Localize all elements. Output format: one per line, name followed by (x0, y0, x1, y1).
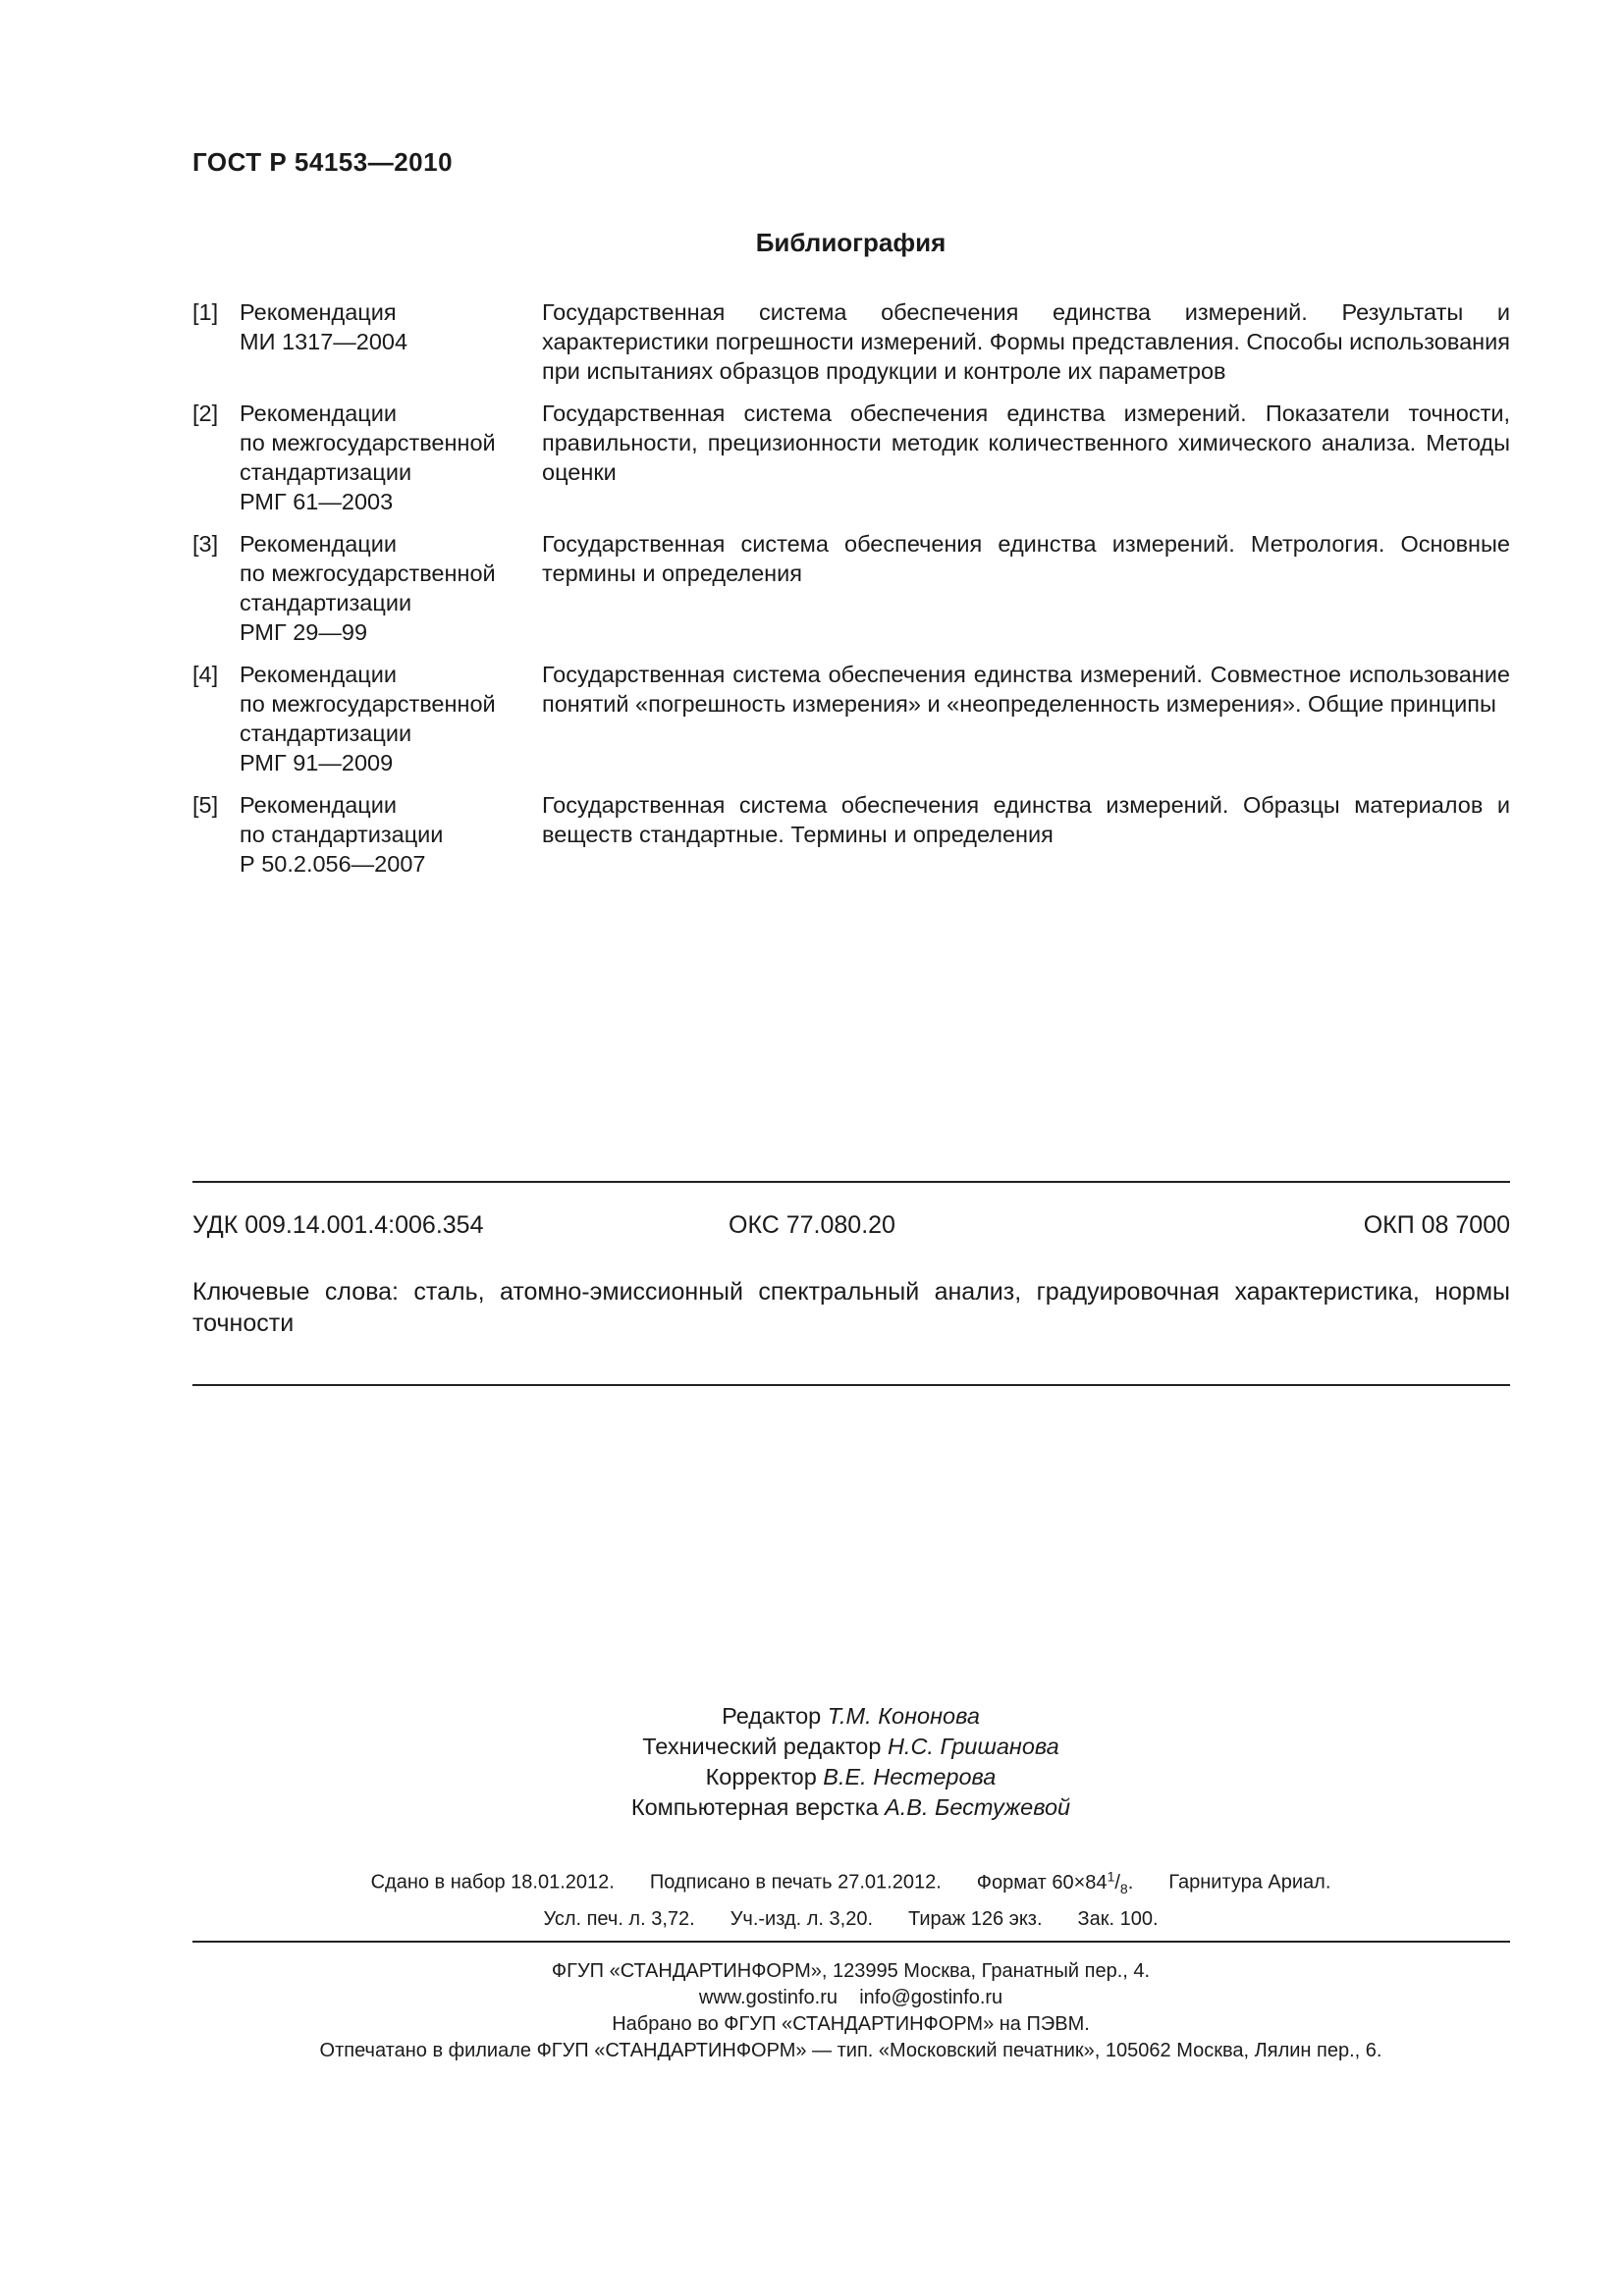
divider-bottom (192, 1941, 1510, 1943)
divider-top (192, 1181, 1510, 1183)
bibliography-entry (192, 660, 1510, 777)
paper-format: Формат $60\times 84^1/_8$. (976, 1868, 1134, 1896)
entry-number: [2] (192, 400, 219, 426)
entry-source (240, 297, 542, 386)
entry-source-line: Р 50.2.056—2007 (240, 851, 426, 877)
print-info (0, 1861, 1623, 1935)
oks-code: ОКС 77.080.20 (729, 1211, 895, 1239)
credit-role: Редактор (722, 1703, 822, 1729)
bibliography-entry (192, 529, 1510, 647)
entry-source-line: по межгосударственной (240, 691, 496, 717)
print-sheets: Усл. печ. л. 3,72. (543, 1907, 695, 1930)
entry-description: Государственная система обеспечения единства измерений. Метрология. Основные термины и определения (542, 531, 1510, 586)
order-number: Зак. 100. (1077, 1907, 1159, 1930)
entry-number: [1] (192, 299, 219, 325)
publication-sheets: Уч.-изд. л. 3,20. (730, 1907, 873, 1930)
entry-description: Государственная система обеспечения единства измерений. Показатели точности, правильности, прецизионности методик количественного химического анализа. Методы оценки (542, 400, 1510, 485)
credit-layout (0, 1792, 1623, 1823)
credit-name: В.Е. Нестерова (823, 1764, 997, 1789)
credit-name: А.В. Бестужевой (885, 1794, 1071, 1820)
credit-editor (0, 1701, 1623, 1732)
okp-code: ОКП 08 7000 (1363, 1211, 1510, 1239)
divider-middle (192, 1384, 1510, 1386)
bibliography-entry (192, 399, 1510, 516)
entry-source-line: РМГ 91—2009 (240, 750, 394, 775)
print-run: Тираж 126 экз. (908, 1907, 1043, 1930)
entry-source-line: Рекомендации (240, 531, 398, 557)
entry-source (240, 790, 542, 879)
credit-role: Технический редактор (642, 1734, 882, 1759)
publisher-contacts (0, 1985, 1623, 2011)
entry-number: [3] (192, 531, 219, 557)
entry-source-line: стандартизации (240, 459, 412, 485)
entry-description: Государственная система обеспечения единства измерений. Результаты и характеристики погрешности измерений. Формы представления. Способы использования при испытаниях образцов продукции и контроле их параметров (542, 299, 1510, 384)
keywords: Ключевые слова: сталь, атомно-эмиссионный спектральный анализ, градуировочная характеристика, нормы точности (192, 1278, 1510, 1337)
document-code: ГОСТ Р 54153—2010 (192, 147, 454, 177)
entry-source-line: по межгосударственной (240, 561, 496, 586)
entry-description: Государственная система обеспечения единства измерений. Образцы материалов и веществ стандартные. Термины и определения (542, 792, 1510, 847)
entry-source (240, 660, 542, 777)
printing-note: Отпечатано в филиале ФГУП «СТАНДАРТИНФОРМ» — тип. «Московский печатник», 105062 Москва, Лялин пер., 6. (319, 2040, 1382, 2061)
credit-proofreader (0, 1762, 1623, 1792)
publisher-block (0, 1958, 1623, 2064)
credit-name: Т.М. Кононова (827, 1703, 980, 1729)
bibliography-entry (192, 297, 1510, 386)
entry-source-line: Рекомендации (240, 400, 398, 426)
entry-source-line: Рекомендации (240, 662, 398, 687)
entry-source-line: стандартизации (240, 590, 412, 615)
typeface: Гарнитура Ариал. (1168, 1871, 1331, 1894)
entry-source-line: по межгосударственной (240, 430, 496, 455)
typeset-date: Сдано в набор 18.01.2012. (370, 1871, 615, 1894)
bibliography-entry (192, 790, 1510, 879)
credits-block (0, 1701, 1623, 1823)
entry-source-line: РМГ 61—2003 (240, 489, 394, 514)
entry-source-line: МИ 1317—2004 (240, 329, 408, 354)
bibliography-list (192, 297, 1510, 891)
entry-source-line: Рекомендации (240, 792, 398, 818)
entry-source-line: стандартизации (240, 721, 412, 746)
bibliography-title: Библиография (755, 228, 947, 257)
credit-role: Компьютерная верстка (630, 1794, 886, 1820)
publisher-website: www.gostinfo.ru (698, 1987, 838, 2008)
entry-number: [4] (192, 662, 219, 687)
print-info-line-2 (0, 1904, 1623, 1935)
credit-tech-editor (0, 1732, 1623, 1762)
publisher-address: ФГУП «СТАНДАРТИНФОРМ», 123995 Москва, Гранатный пер., 4. (551, 1960, 1151, 1982)
entry-number: [5] (192, 792, 219, 818)
entry-source-line: по стандартизации (240, 822, 444, 847)
print-info-line-1 (0, 1861, 1623, 1904)
typeset-note: Набрано во ФГУП «СТАНДАРТИНФОРМ» на ПЭВМ. (612, 2013, 1090, 2035)
udk-code: УДК 009.14.001.4:006.354 (192, 1211, 484, 1239)
publisher-email: info@gostinfo.ru (859, 1987, 1003, 2008)
credit-role: Корректор (705, 1764, 817, 1789)
entry-description: Государственная система обеспечения единства измерений. Совместное использование понятий «погрешность измерения» и «неопределенность измерения». Общие принципы (542, 662, 1510, 717)
credit-name: Н.С. Гришанова (887, 1734, 1059, 1759)
signed-date: Подписано в печать 27.01.2012. (649, 1871, 942, 1894)
entry-source-line: Рекомендация (240, 299, 397, 325)
entry-source-line: РМГ 29—99 (240, 619, 368, 645)
entry-source (240, 399, 542, 516)
entry-source (240, 529, 542, 647)
